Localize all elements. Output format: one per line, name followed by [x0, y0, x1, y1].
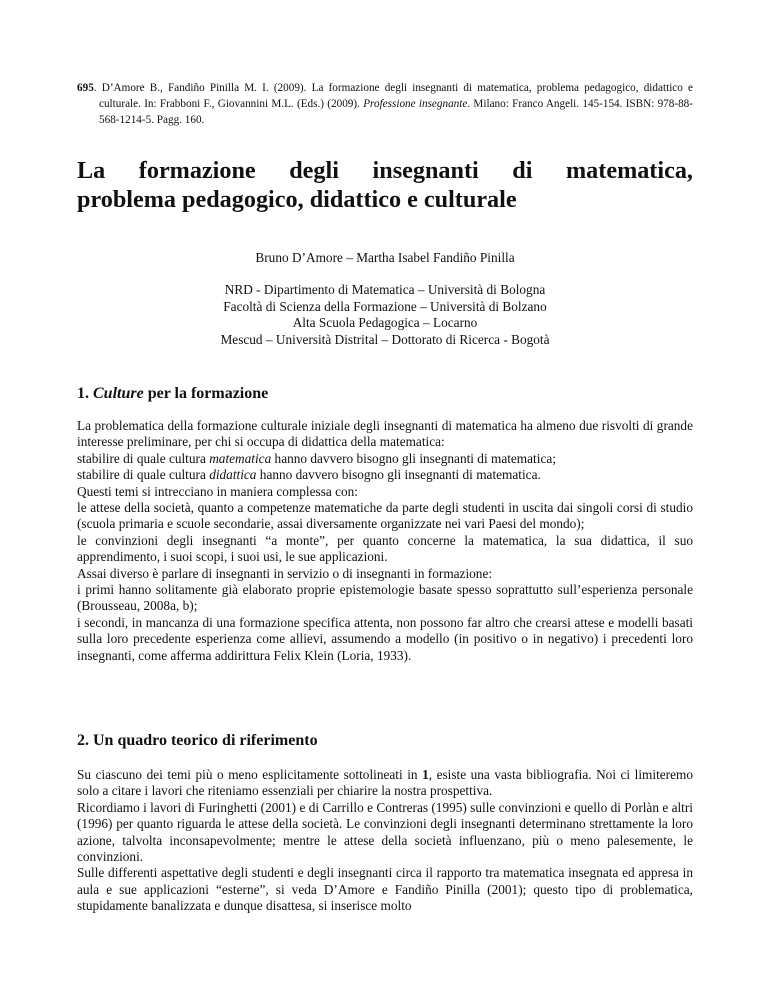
- affiliation: Alta Scuola Pedagogica – Locarno: [292, 315, 478, 330]
- text-span: , esiste una vasta bibliografia. Noi ci limiteremo solo a citare i lavori che riteniamo essenziali per chiarire la nostra prospettiva.: [77, 767, 693, 799]
- paragraph: Ricordiamo i lavori di Furinghetti (2001) e di Carrillo e Contreras (1995) sulle convinzioni e quello di Porlàn e altri (1996) per quanto riguarda le attese della società. Le convinzioni degli insegnanti determinano strettamente la loro azione, talvolta inconsapevolmente; mentre le attese della società influenzano, più o meno palesemente, le convinzioni.: [77, 799, 693, 865]
- section-1-italic-word: Culture: [93, 385, 144, 402]
- text-span: hanno davvero bisogno gli insegnanti di matematica.: [256, 467, 541, 483]
- paragraph: Assai diverso è parlare di insegnanti in servizio o di insegnanti in formazione:: [77, 565, 493, 581]
- citation-book-title: Professione insegnante: [363, 98, 468, 110]
- paragraph: [77, 467, 693, 483]
- title-line-2: problema pedagogico, didattico e culturale: [77, 186, 517, 213]
- text-span: hanno davvero bisogno gli insegnanti di matematica;: [271, 450, 556, 466]
- affiliations: [77, 282, 693, 348]
- emphasis: didattica: [209, 467, 257, 483]
- emphasis: matematica: [209, 450, 272, 466]
- paper-title: [77, 156, 693, 214]
- section-1-number: 1.: [77, 385, 89, 402]
- paragraph: le convinzioni degli insegnanti “a monte”, per quanto concerne la matematica, la sua didattica, il suo apprendimento, i suoi scopi, i suoi usi, le sue applicazioni.: [77, 532, 693, 565]
- paragraph: Questi temi si intrecciano in maniera complessa con:: [77, 483, 358, 499]
- section-2-body: [77, 767, 693, 915]
- paragraph: i primi hanno solitamente già elaborato proprie epistemologie basate spesso soprattutto sull’esperienza personale (Brousseau, 2008a, b);: [77, 582, 693, 614]
- citation-publisher: . Milano: Franco Angeli. 145-154. ISBN: 978-88-568-1214-5. Pagg. 160.: [99, 98, 693, 126]
- title-word: formazione: [138, 157, 256, 184]
- section-1-body: [77, 418, 693, 664]
- paragraph: [77, 451, 693, 467]
- citation-text: . D’Amore B., Fandiño Pinilla M. I. (2009). La formazione degli insegnanti di matematica, problema pedagogico, didattico e culturale. In: Frabboni F., Giovannini M.L. (Eds.) (2009).: [93, 82, 693, 110]
- section-2-heading: 2. Un quadro teorico di riferimento: [77, 732, 318, 749]
- title-word: insegnanti: [372, 157, 479, 184]
- citation-number: 695: [77, 82, 94, 94]
- title-word: di: [512, 157, 533, 184]
- affiliation: Mescud – Università Distrital – Dottorato di Ricerca - Bogotà: [220, 331, 550, 347]
- title-line-1: [77, 156, 693, 185]
- affiliation: NRD - Dipartimento di Matematica – Università di Bologna: [224, 282, 546, 297]
- section-1-heading: [77, 384, 693, 404]
- paragraph: i secondi, in mancanza di una formazione specifica attenta, non possono far altro che crearsi attese e modelli basati sulla loro precedente esperienza come allievi, assumendo a modello (in positivo o in negativo) i precedenti loro insegnanti, come afferma addirittura Felix Klein (Loria, 1933).: [77, 614, 693, 663]
- text-span: Su ciascuno dei temi più o meno esplicitamente sottolineati in: [77, 767, 423, 782]
- text-span: stabilire di quale cultura: [77, 450, 210, 466]
- affiliation: Facoltà di Scienza della Formazione – Università di Bolzano: [223, 298, 547, 314]
- authors: Bruno D’Amore – Martha Isabel Fandiño Pinilla: [255, 250, 515, 265]
- paragraph: [77, 767, 693, 800]
- section-reference: 1: [422, 767, 429, 782]
- section-1-title-rest: per la formazione: [143, 385, 269, 402]
- title-word: La: [77, 157, 106, 184]
- citation-header: [77, 80, 693, 128]
- paragraph: La problematica della formazione culturale iniziale degli insegnanti di matematica ha almeno due risvolti di grande interesse preliminare, per chi si occupa di didattica della matematica:: [77, 418, 693, 450]
- title-word: degli: [289, 157, 339, 184]
- text-span: stabilire di quale cultura: [77, 467, 210, 483]
- title-word: matematica,: [566, 157, 693, 184]
- paragraph: le attese della società, quanto a competenze matematiche da parte degli studenti in uscita dai singoli corsi di studio (scuola primaria e scuole secondarie, assai diversamente organizzate nei vari Paesi del mondo);: [77, 500, 693, 532]
- paragraph: Sulle differenti aspettative degli studenti e degli insegnanti circa il rapporto tra matematica insegnata ed appresa in aula e sue applicazioni “esterne”, si veda D’Amore e Fandiño Pinilla (2001); questo tipo di problematica, stupidamente banalizzata e dunque disattesa, si inserisce molto: [77, 865, 693, 914]
